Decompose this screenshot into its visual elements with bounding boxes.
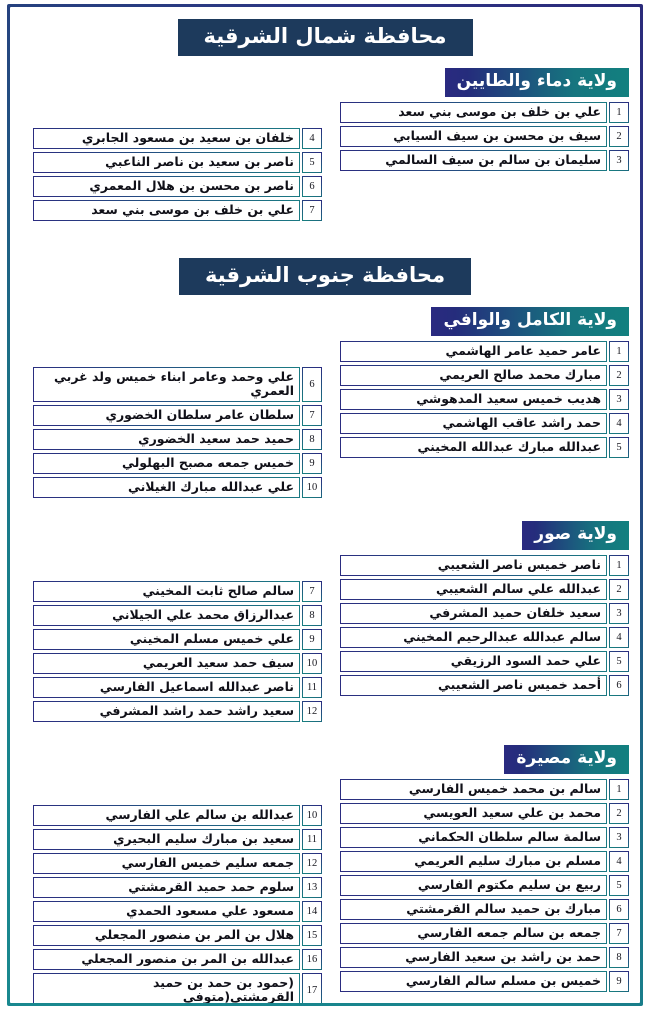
row-number: 5: [609, 437, 629, 458]
row-candidate-name: عبدالله مبارك عبدالله المخيني: [340, 437, 607, 458]
wilaya-section-masirah: [21, 745, 629, 1003]
table-row: [33, 901, 322, 922]
table-row: [340, 126, 629, 147]
table-row: [33, 877, 322, 898]
row-number: 9: [302, 453, 322, 474]
row-number: 11: [302, 829, 322, 850]
row-number: 14: [302, 901, 322, 922]
row-number: 9: [609, 971, 629, 992]
row-candidate-name: ناصر خميس ناصر الشعيبي: [340, 555, 607, 576]
table-row: [340, 923, 629, 944]
candidate-column-left-dima: [33, 102, 322, 224]
row-number: 5: [609, 875, 629, 896]
table-row: [340, 579, 629, 600]
row-candidate-name: سعيد بن مبارك سليم البحيري: [33, 829, 300, 850]
row-number: 13: [302, 877, 322, 898]
wilaya-title-dima: ولاية دماء والطايين: [445, 68, 629, 97]
row-candidate-name: خميس جمعه مصبح البهلولي: [33, 453, 300, 474]
wilaya-title-kamil: ولاية الكامل والوافي: [431, 307, 629, 336]
table-row: [340, 779, 629, 800]
row-candidate-name: هلال بن المر بن منصور المجعلي: [33, 925, 300, 946]
table-row: [33, 367, 322, 402]
table-row: [340, 150, 629, 171]
candidate-column-left-kamil: [33, 341, 322, 501]
row-candidate-name: مبارك بن حميد سالم القرمشتي: [340, 899, 607, 920]
table-row: [33, 925, 322, 946]
table-row: [33, 805, 322, 826]
governorate-banner-wrap-0: [21, 19, 629, 56]
row-candidate-name: سالم عبدالله عبدالرحيم المخيني: [340, 627, 607, 648]
row-number: 3: [609, 150, 629, 171]
row-number: 7: [609, 923, 629, 944]
table-row: [340, 389, 629, 410]
row-candidate-name: أحمد خميس ناصر الشعيبي: [340, 675, 607, 696]
table-row: [340, 627, 629, 648]
wilaya-columns-sur: [21, 555, 629, 725]
row-candidate-name: مبارك محمد صالح العريمي: [340, 365, 607, 386]
table-row: [33, 605, 322, 626]
row-number: 10: [302, 477, 322, 498]
row-candidate-name: علي خميس مسلم المخيني: [33, 629, 300, 650]
row-number: 6: [302, 176, 322, 197]
table-row: [33, 581, 322, 602]
row-number: 8: [609, 947, 629, 968]
row-candidate-name: عبدالله بن المر بن منصور المجعلي: [33, 949, 300, 970]
table-row: [340, 875, 629, 896]
row-candidate-name: هديب خميس سعيد المدهوشي: [340, 389, 607, 410]
row-candidate-name: (حمود بن حمد بن حميد القرمشتي(متوفى: [33, 973, 300, 1003]
row-number: 6: [609, 899, 629, 920]
candidate-column-right-kamil: [340, 341, 629, 461]
candidate-column-left-masirah: [33, 779, 322, 1003]
wilaya-head-row: [21, 68, 629, 97]
table-row: [33, 429, 322, 450]
table-row: [33, 829, 322, 850]
row-number: 16: [302, 949, 322, 970]
table-row: [33, 152, 322, 173]
wilaya-head-row: [21, 745, 629, 774]
wilaya-title-sur: ولاية صور: [522, 521, 629, 550]
table-row: [340, 651, 629, 672]
page-content: [10, 7, 640, 1003]
governorate-title-north: محافظة شمال الشرقية: [178, 19, 473, 56]
row-candidate-name: حميد حمد سعيد الخضوري: [33, 429, 300, 450]
table-row: [340, 947, 629, 968]
wilaya-section-dima: [21, 68, 629, 224]
wilaya-section-kamil: [21, 307, 629, 501]
row-candidate-name: ناصر عبدالله اسماعيل الفارسي: [33, 677, 300, 698]
row-candidate-name: جمعه سليم خميس الفارسي: [33, 853, 300, 874]
row-number: 10: [302, 805, 322, 826]
candidate-column-right-dima: [340, 102, 629, 174]
row-candidate-name: علي عبدالله مبارك الغيلاني: [33, 477, 300, 498]
row-number: 4: [609, 627, 629, 648]
row-candidate-name: عبدالله علي سالم الشعيبي: [340, 579, 607, 600]
row-candidate-name: سالم بن محمد خميس الفارسي: [340, 779, 607, 800]
governorate-banner-wrap-1: [21, 258, 629, 295]
row-candidate-name: سيف بن محسن بن سيف السيابي: [340, 126, 607, 147]
row-candidate-name: عبدالرزاق محمد علي الجيلاني: [33, 605, 300, 626]
table-row: [33, 853, 322, 874]
row-candidate-name: عامر حميد عامر الهاشمي: [340, 341, 607, 362]
table-row: [340, 413, 629, 434]
table-row: [340, 341, 629, 362]
table-row: [340, 102, 629, 123]
candidate-column-left-sur: [33, 555, 322, 725]
row-number: 6: [302, 367, 322, 402]
row-candidate-name: خلفان بن سعيد بن مسعود الجابري: [33, 128, 300, 149]
row-number: 4: [609, 851, 629, 872]
row-candidate-name: سعيد راشد حمد راشد المشرفي: [33, 701, 300, 722]
row-candidate-name: علي حمد السود الرزيقي: [340, 651, 607, 672]
row-number: 6: [609, 675, 629, 696]
table-row: [33, 701, 322, 722]
wilaya-title-masirah: ولاية مصيرة: [504, 745, 629, 774]
page-gradient-frame: [7, 4, 643, 1006]
row-number: 2: [609, 803, 629, 824]
table-row: [33, 128, 322, 149]
row-number: 7: [302, 581, 322, 602]
row-number: 7: [302, 200, 322, 221]
wilaya-columns-masirah: [21, 779, 629, 1003]
row-number: 9: [302, 629, 322, 650]
wilaya-head-row: [21, 521, 629, 550]
row-candidate-name: سيف حمد سعيد العريمي: [33, 653, 300, 674]
row-candidate-name: سالم صالح ثابت المخيني: [33, 581, 300, 602]
row-candidate-name: سليمان بن سالم بن سيف السالمي: [340, 150, 607, 171]
row-candidate-name: سعيد خلفان حميد المشرفي: [340, 603, 607, 624]
row-candidate-name: حمد راشد عاقب الهاشمي: [340, 413, 607, 434]
row-number: 7: [302, 405, 322, 426]
row-number: 1: [609, 102, 629, 123]
row-number: 4: [609, 413, 629, 434]
governorate-title-south: محافظة جنوب الشرقية: [179, 258, 471, 295]
table-row: [33, 405, 322, 426]
table-row: [340, 899, 629, 920]
row-number: 2: [609, 579, 629, 600]
row-number: 12: [302, 853, 322, 874]
table-row: [340, 675, 629, 696]
table-row: [33, 653, 322, 674]
row-number: 3: [609, 827, 629, 848]
table-row: [33, 973, 322, 1003]
row-candidate-name: مسلم بن مبارك سليم العريمي: [340, 851, 607, 872]
row-number: 4: [302, 128, 322, 149]
table-row: [33, 629, 322, 650]
row-number: 3: [609, 389, 629, 410]
table-row: [33, 200, 322, 221]
candidate-column-right-masirah: [340, 779, 629, 995]
wilaya-columns-kamil: [21, 341, 629, 501]
row-candidate-name: سالمة سالم سلطان الحكماني: [340, 827, 607, 848]
row-number: 1: [609, 555, 629, 576]
row-number: 5: [609, 651, 629, 672]
row-number: 3: [609, 603, 629, 624]
row-candidate-name: جمعه بن سالم جمعه الفارسي: [340, 923, 607, 944]
row-candidate-name: سلطان عامر سلطان الخضوري: [33, 405, 300, 426]
row-number: 2: [609, 126, 629, 147]
row-number: 8: [302, 429, 322, 450]
table-row: [33, 176, 322, 197]
row-candidate-name: مسعود علي مسعود الحمدي: [33, 901, 300, 922]
wilaya-columns-dima: [21, 102, 629, 224]
table-row: [340, 437, 629, 458]
candidate-column-right-sur: [340, 555, 629, 699]
row-candidate-name: علي وحمد وعامر ابناء خميس ولد غربي العمري: [33, 367, 300, 402]
row-candidate-name: سلوم حمد حميد القرمشتي: [33, 877, 300, 898]
row-candidate-name: ناصر بن محسن بن هلال المعمري: [33, 176, 300, 197]
row-number: 1: [609, 779, 629, 800]
row-number: 15: [302, 925, 322, 946]
row-candidate-name: محمد بن علي سعيد العويسي: [340, 803, 607, 824]
row-number: 2: [609, 365, 629, 386]
row-number: 5: [302, 152, 322, 173]
table-row: [340, 603, 629, 624]
table-row: [340, 803, 629, 824]
row-candidate-name: ربيع بن سليم مكتوم الفارسي: [340, 875, 607, 896]
table-row: [340, 555, 629, 576]
row-candidate-name: حمد بن راشد بن سعيد الفارسي: [340, 947, 607, 968]
table-row: [33, 677, 322, 698]
table-row: [340, 365, 629, 386]
table-row: [33, 453, 322, 474]
row-number: 11: [302, 677, 322, 698]
row-candidate-name: علي بن خلف بن موسى بني سعد: [340, 102, 607, 123]
page-frame-inner: [10, 7, 640, 1003]
row-number: 12: [302, 701, 322, 722]
table-row: [33, 477, 322, 498]
row-candidate-name: علي بن خلف بن موسى بني سعد: [33, 200, 300, 221]
row-number: 8: [302, 605, 322, 626]
row-candidate-name: عبدالله بن سالم علي الفارسي: [33, 805, 300, 826]
row-number: 17: [302, 973, 322, 1003]
row-number: 10: [302, 653, 322, 674]
row-candidate-name: ناصر بن سعيد بن ناصر الناعبي: [33, 152, 300, 173]
table-row: [340, 851, 629, 872]
row-candidate-name: خميس بن مسلم سالم الفارسي: [340, 971, 607, 992]
row-number: 1: [609, 341, 629, 362]
table-row: [33, 949, 322, 970]
wilaya-section-sur: [21, 521, 629, 725]
table-row: [340, 971, 629, 992]
table-row: [340, 827, 629, 848]
wilaya-head-row: [21, 307, 629, 336]
